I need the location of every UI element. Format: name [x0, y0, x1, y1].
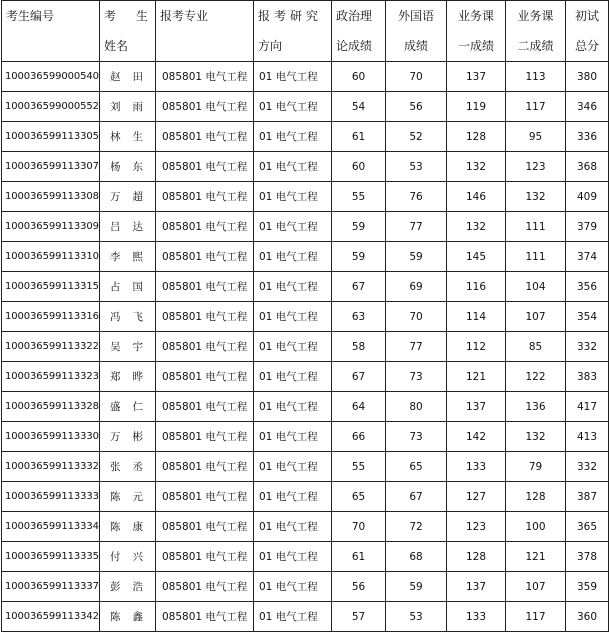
table-row	[2, 482, 609, 512]
table-body	[2, 62, 609, 632]
table-row	[2, 392, 609, 422]
cell-politics-score: 57	[332, 602, 386, 632]
cell-course2-score: 107	[506, 302, 566, 332]
cell-politics-score: 67	[332, 272, 386, 302]
cell-total-score: 336	[566, 122, 609, 152]
cell-course1-score: 137	[447, 392, 506, 422]
cell-course1-score: 116	[447, 272, 506, 302]
cell-student-name: 冯飞	[100, 302, 156, 332]
cell-total-score: 359	[566, 572, 609, 602]
cell-foreign-language-score: 76	[386, 182, 447, 212]
table-row	[2, 152, 609, 182]
cell-major: 085801 电气工程	[156, 332, 254, 362]
cell-research-direction: 01 电气工程	[254, 422, 332, 452]
cell-course1-score: 114	[447, 302, 506, 332]
cell-total-score: 379	[566, 212, 609, 242]
cell-student-id: 100036599113305	[2, 122, 100, 152]
cell-politics-score: 56	[332, 572, 386, 602]
cell-student-id: 100036599113308	[2, 182, 100, 212]
cell-research-direction: 01 电气工程	[254, 92, 332, 122]
cell-major: 085801 电气工程	[156, 62, 254, 92]
cell-course2-score: 122	[506, 362, 566, 392]
cell-research-direction: 01 电气工程	[254, 62, 332, 92]
cell-politics-score: 60	[332, 62, 386, 92]
cell-major: 085801 电气工程	[156, 302, 254, 332]
cell-course1-score: 121	[447, 362, 506, 392]
header-student-name: 考 生 姓名	[100, 1, 156, 62]
cell-student-id: 100036599113310	[2, 242, 100, 272]
cell-politics-score: 63	[332, 302, 386, 332]
cell-major: 085801 电气工程	[156, 452, 254, 482]
cell-student-name: 杨东	[100, 152, 156, 182]
cell-research-direction: 01 电气工程	[254, 392, 332, 422]
cell-total-score: 413	[566, 422, 609, 452]
cell-foreign-language-score: 77	[386, 332, 447, 362]
cell-research-direction: 01 电气工程	[254, 602, 332, 632]
cell-student-name: 陈康	[100, 512, 156, 542]
cell-course1-score: 128	[447, 542, 506, 572]
cell-major: 085801 电气工程	[156, 482, 254, 512]
cell-politics-score: 59	[332, 212, 386, 242]
cell-politics-score: 67	[332, 362, 386, 392]
cell-total-score: 374	[566, 242, 609, 272]
cell-student-name: 盛仁	[100, 392, 156, 422]
table-row	[2, 422, 609, 452]
cell-course2-score: 111	[506, 242, 566, 272]
table-row	[2, 572, 609, 602]
cell-research-direction: 01 电气工程	[254, 512, 332, 542]
header-student-id: 考生编号	[2, 1, 100, 62]
cell-student-name: 陈元	[100, 482, 156, 512]
cell-major: 085801 电气工程	[156, 542, 254, 572]
cell-major: 085801 电气工程	[156, 92, 254, 122]
cell-total-score: 383	[566, 362, 609, 392]
cell-course1-score: 132	[447, 212, 506, 242]
cell-foreign-language-score: 52	[386, 122, 447, 152]
cell-total-score: 378	[566, 542, 609, 572]
cell-student-id: 100036599113322	[2, 332, 100, 362]
cell-major: 085801 电气工程	[156, 392, 254, 422]
cell-research-direction: 01 电气工程	[254, 332, 332, 362]
cell-politics-score: 60	[332, 152, 386, 182]
cell-politics-score: 55	[332, 182, 386, 212]
cell-student-id: 100036599113337	[2, 572, 100, 602]
table-row	[2, 92, 609, 122]
cell-major: 085801 电气工程	[156, 512, 254, 542]
header-course2-score: 业务课 二成绩	[506, 1, 566, 62]
cell-foreign-language-score: 56	[386, 92, 447, 122]
cell-course1-score: 128	[447, 122, 506, 152]
cell-foreign-language-score: 70	[386, 302, 447, 332]
cell-foreign-language-score: 53	[386, 152, 447, 182]
cell-student-id: 100036599113330	[2, 422, 100, 452]
cell-student-id: 100036599113342	[2, 602, 100, 632]
cell-research-direction: 01 电气工程	[254, 302, 332, 332]
cell-course2-score: 117	[506, 602, 566, 632]
cell-politics-score: 64	[332, 392, 386, 422]
cell-course1-score: 132	[447, 152, 506, 182]
cell-total-score: 356	[566, 272, 609, 302]
table-row	[2, 332, 609, 362]
cell-student-name: 张丞	[100, 452, 156, 482]
cell-foreign-language-score: 53	[386, 602, 447, 632]
cell-research-direction: 01 电气工程	[254, 212, 332, 242]
cell-course1-score: 119	[447, 92, 506, 122]
cell-total-score: 387	[566, 482, 609, 512]
cell-course2-score: 136	[506, 392, 566, 422]
header-politics-score: 政治理 论成绩	[332, 1, 386, 62]
header-row	[2, 1, 609, 62]
cell-foreign-language-score: 69	[386, 272, 447, 302]
cell-total-score: 354	[566, 302, 609, 332]
cell-total-score: 360	[566, 602, 609, 632]
header-total-score: 初试 总分	[566, 1, 609, 62]
table-row	[2, 512, 609, 542]
cell-student-id: 100036599113328	[2, 392, 100, 422]
cell-foreign-language-score: 59	[386, 242, 447, 272]
header-major: 报考专业	[156, 1, 254, 62]
cell-course1-score: 137	[447, 62, 506, 92]
table-row	[2, 272, 609, 302]
cell-total-score: 346	[566, 92, 609, 122]
cell-research-direction: 01 电气工程	[254, 482, 332, 512]
cell-course2-score: 107	[506, 572, 566, 602]
cell-total-score: 380	[566, 62, 609, 92]
cell-research-direction: 01 电气工程	[254, 272, 332, 302]
cell-course2-score: 121	[506, 542, 566, 572]
cell-student-id: 100036599113335	[2, 542, 100, 572]
cell-total-score: 368	[566, 152, 609, 182]
table-row	[2, 362, 609, 392]
cell-student-id: 100036599113333	[2, 482, 100, 512]
cell-course2-score: 128	[506, 482, 566, 512]
cell-student-name: 万超	[100, 182, 156, 212]
cell-course1-score: 112	[447, 332, 506, 362]
cell-research-direction: 01 电气工程	[254, 452, 332, 482]
table-row	[2, 182, 609, 212]
cell-student-id: 100036599113323	[2, 362, 100, 392]
cell-course2-score: 113	[506, 62, 566, 92]
cell-foreign-language-score: 72	[386, 512, 447, 542]
cell-course1-score: 142	[447, 422, 506, 452]
cell-research-direction: 01 电气工程	[254, 152, 332, 182]
cell-student-id: 100036599113315	[2, 272, 100, 302]
cell-foreign-language-score: 77	[386, 212, 447, 242]
cell-course2-score: 132	[506, 422, 566, 452]
cell-student-id: 100036599113316	[2, 302, 100, 332]
table-row	[2, 302, 609, 332]
cell-foreign-language-score: 68	[386, 542, 447, 572]
cell-student-name: 吕达	[100, 212, 156, 242]
cell-course1-score: 145	[447, 242, 506, 272]
cell-course1-score: 137	[447, 572, 506, 602]
cell-major: 085801 电气工程	[156, 122, 254, 152]
cell-student-id: 100036599000540	[2, 62, 100, 92]
cell-foreign-language-score: 67	[386, 482, 447, 512]
table-row	[2, 452, 609, 482]
cell-course1-score: 127	[447, 482, 506, 512]
cell-research-direction: 01 电气工程	[254, 542, 332, 572]
cell-course2-score: 104	[506, 272, 566, 302]
cell-course1-score: 146	[447, 182, 506, 212]
cell-total-score: 332	[566, 332, 609, 362]
table-row	[2, 122, 609, 152]
cell-foreign-language-score: 80	[386, 392, 447, 422]
cell-student-name: 吴宇	[100, 332, 156, 362]
cell-foreign-language-score: 65	[386, 452, 447, 482]
cell-politics-score: 61	[332, 122, 386, 152]
cell-student-id: 100036599113334	[2, 512, 100, 542]
table-row	[2, 602, 609, 632]
cell-student-name: 郑晔	[100, 362, 156, 392]
cell-course2-score: 123	[506, 152, 566, 182]
cell-course2-score: 85	[506, 332, 566, 362]
header-foreign-language-score: 外国语 成绩	[386, 1, 447, 62]
cell-major: 085801 电气工程	[156, 182, 254, 212]
cell-research-direction: 01 电气工程	[254, 362, 332, 392]
cell-politics-score: 59	[332, 242, 386, 272]
cell-foreign-language-score: 70	[386, 62, 447, 92]
cell-total-score: 409	[566, 182, 609, 212]
cell-major: 085801 电气工程	[156, 602, 254, 632]
cell-student-name: 彭浩	[100, 572, 156, 602]
cell-politics-score: 54	[332, 92, 386, 122]
cell-foreign-language-score: 59	[386, 572, 447, 602]
score-table	[1, 0, 609, 632]
cell-student-id: 100036599113309	[2, 212, 100, 242]
cell-major: 085801 电气工程	[156, 362, 254, 392]
cell-politics-score: 70	[332, 512, 386, 542]
cell-course1-score: 133	[447, 452, 506, 482]
cell-major: 085801 电气工程	[156, 242, 254, 272]
cell-student-id: 100036599113332	[2, 452, 100, 482]
cell-politics-score: 65	[332, 482, 386, 512]
cell-foreign-language-score: 73	[386, 362, 447, 392]
cell-student-name: 赵田	[100, 62, 156, 92]
cell-student-name: 占国	[100, 272, 156, 302]
cell-major: 085801 电气工程	[156, 572, 254, 602]
table-row	[2, 242, 609, 272]
cell-student-name: 林生	[100, 122, 156, 152]
cell-politics-score: 61	[332, 542, 386, 572]
cell-course2-score: 132	[506, 182, 566, 212]
cell-politics-score: 66	[332, 422, 386, 452]
cell-course2-score: 79	[506, 452, 566, 482]
cell-research-direction: 01 电气工程	[254, 122, 332, 152]
cell-major: 085801 电气工程	[156, 422, 254, 452]
cell-student-name: 陈鑫	[100, 602, 156, 632]
cell-major: 085801 电气工程	[156, 152, 254, 182]
cell-course2-score: 95	[506, 122, 566, 152]
cell-course1-score: 133	[447, 602, 506, 632]
cell-politics-score: 55	[332, 452, 386, 482]
cell-politics-score: 58	[332, 332, 386, 362]
header-research-direction: 报考研究 方向	[254, 1, 332, 62]
cell-course2-score: 100	[506, 512, 566, 542]
cell-course1-score: 123	[447, 512, 506, 542]
cell-course2-score: 117	[506, 92, 566, 122]
cell-course2-score: 111	[506, 212, 566, 242]
cell-student-name: 万彬	[100, 422, 156, 452]
cell-total-score: 332	[566, 452, 609, 482]
cell-major: 085801 电气工程	[156, 212, 254, 242]
cell-research-direction: 01 电气工程	[254, 572, 332, 602]
cell-student-name: 刘雨	[100, 92, 156, 122]
table-row	[2, 542, 609, 572]
cell-total-score: 417	[566, 392, 609, 422]
cell-major: 085801 电气工程	[156, 272, 254, 302]
header-course1-score: 业务课 一成绩	[447, 1, 506, 62]
cell-foreign-language-score: 73	[386, 422, 447, 452]
cell-student-id: 100036599113307	[2, 152, 100, 182]
table-row	[2, 62, 609, 92]
table-row	[2, 212, 609, 242]
cell-research-direction: 01 电气工程	[254, 242, 332, 272]
cell-student-name: 付兴	[100, 542, 156, 572]
cell-student-id: 100036599000552	[2, 92, 100, 122]
cell-total-score: 365	[566, 512, 609, 542]
cell-student-name: 李熙	[100, 242, 156, 272]
cell-research-direction: 01 电气工程	[254, 182, 332, 212]
